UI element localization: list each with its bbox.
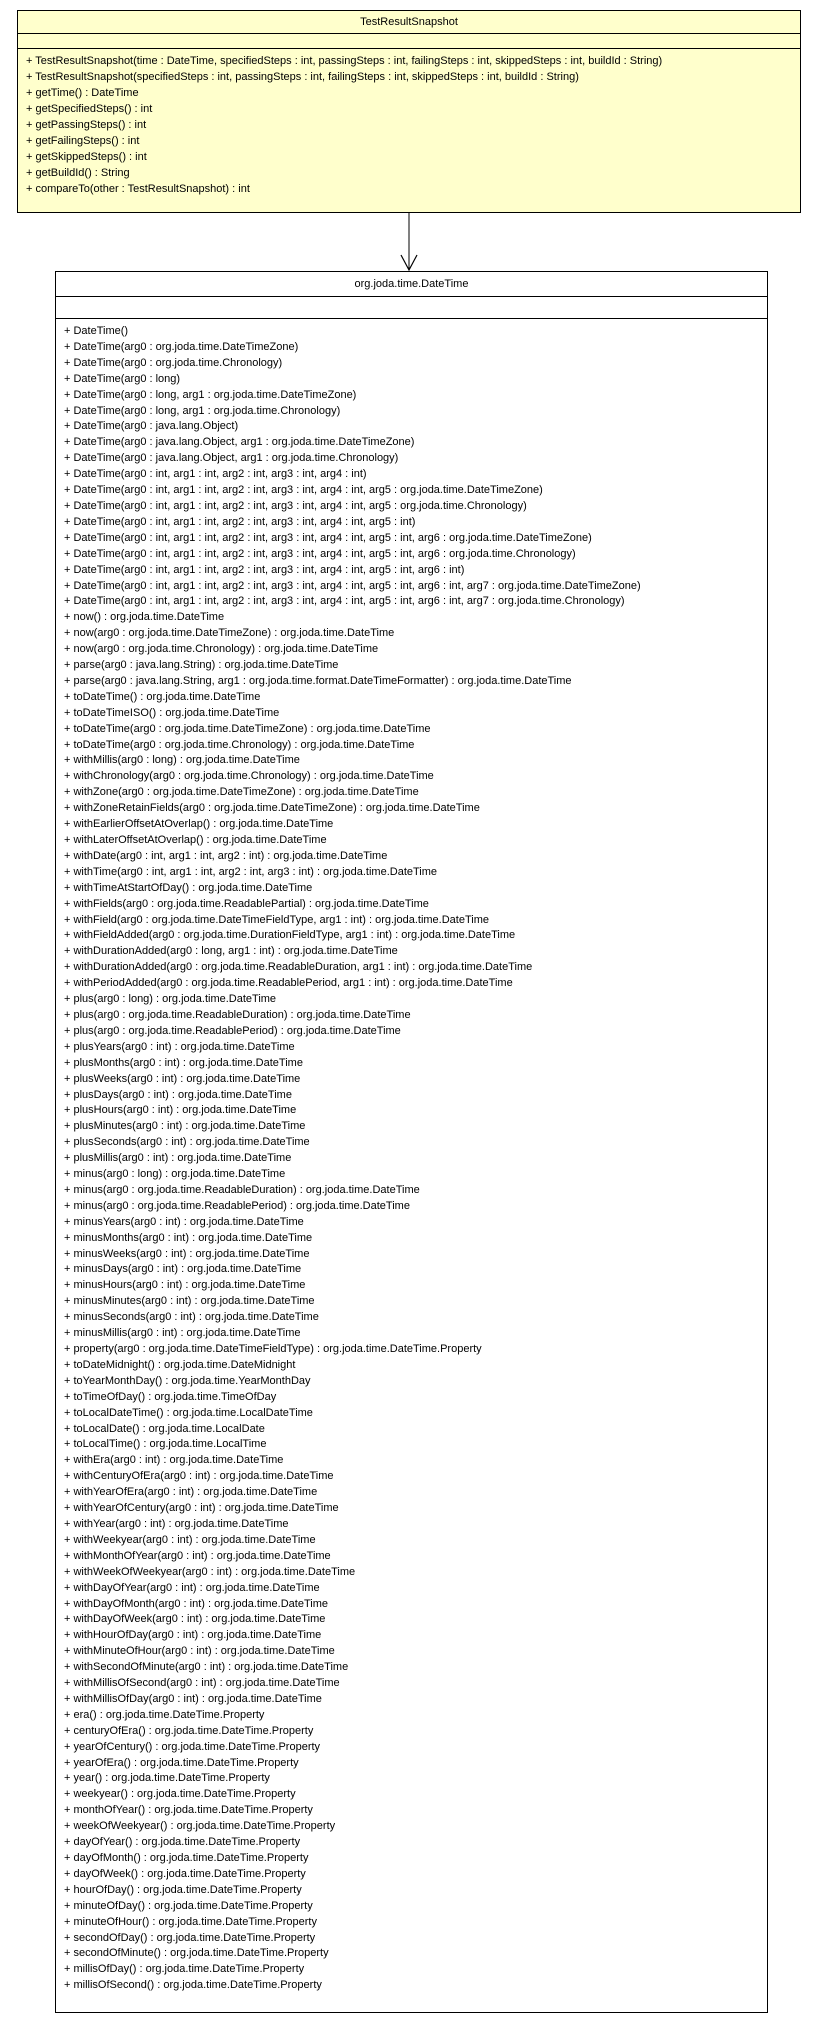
operation: + minusHours(arg0 : int) : org.joda.time.DateTime <box>64 1279 306 1292</box>
operation: + withYearOfCentury(arg0 : int) : org.joda.time.DateTime <box>64 1502 339 1515</box>
operation: + toLocalTime() : org.joda.time.LocalTime <box>64 1438 267 1451</box>
operation: + DateTime(arg0 : java.lang.Object, arg1 : org.joda.time.DateTimeZone) <box>64 436 415 449</box>
operation: + parse(arg0 : java.lang.String) : org.joda.time.DateTime <box>64 659 339 672</box>
operation: + plusWeeks(arg0 : int) : org.joda.time.DateTime <box>64 1072 301 1085</box>
attributes-compartment <box>18 34 800 49</box>
operation: + plusHours(arg0 : int) : org.joda.time.DateTime <box>64 1104 297 1117</box>
operation: + withFieldAdded(arg0 : org.joda.time.DurationFieldType, arg1 : int) : org.joda.time.DateTime <box>64 929 516 942</box>
operation: + plusSeconds(arg0 : int) : org.joda.time.DateTime <box>64 1136 310 1149</box>
operation: + plusMonths(arg0 : int) : org.joda.time.DateTime <box>64 1056 303 1069</box>
operation: + DateTime(arg0 : int, arg1 : int, arg2 : int, arg3 : int, arg4 : int, arg5 : org.joda.time.Chronology) <box>64 499 527 512</box>
class-name: org.joda.time.DateTime <box>56 272 767 297</box>
operation: + minusMillis(arg0 : int) : org.joda.time.DateTime <box>64 1327 301 1340</box>
operation: + parse(arg0 : java.lang.String, arg1 : org.joda.time.format.DateTimeFormatter) : org.joda.time.DateTime <box>64 674 572 687</box>
operation: + DateTime(arg0 : org.joda.time.Chronology) <box>64 356 283 369</box>
operation: + withCenturyOfEra(arg0 : int) : org.joda.time.DateTime <box>64 1470 334 1483</box>
operation: + toDateTimeISO() : org.joda.time.DateTime <box>64 706 280 719</box>
operation: + minus(arg0 : org.joda.time.ReadablePeriod) : org.joda.time.DateTime <box>64 1199 410 1212</box>
class-testresultsnapshot[interactable] <box>17 10 801 213</box>
operation: + toLocalDateTime() : org.joda.time.LocalDateTime <box>64 1406 313 1419</box>
operation: + withMinuteOfHour(arg0 : int) : org.joda.time.DateTime <box>64 1645 335 1658</box>
operation: + getFailingSteps() : int <box>26 135 140 147</box>
operation: + withWeekyear(arg0 : int) : org.joda.time.DateTime <box>64 1533 316 1546</box>
operation: + plusMinutes(arg0 : int) : org.joda.time.DateTime <box>64 1120 306 1133</box>
operation: + DateTime(arg0 : java.lang.Object, arg1 : org.joda.time.Chronology) <box>64 452 399 465</box>
operation: + toDateTime() : org.joda.time.DateTime <box>64 690 261 703</box>
operation: + getPassingSteps() : int <box>26 119 147 131</box>
operation: + DateTime(arg0 : int, arg1 : int, arg2 : int, arg3 : int, arg4 : int, arg5 : org.joda.time.DateTimeZone) <box>64 484 543 497</box>
operation: + minusWeeks(arg0 : int) : org.joda.time.DateTime <box>64 1247 310 1260</box>
operation: + DateTime(arg0 : int, arg1 : int, arg2 : int, arg3 : int, arg4 : int, arg5 : int, arg6 : int) <box>64 563 465 576</box>
operation: + withMillisOfDay(arg0 : int) : org.joda.time.DateTime <box>64 1692 322 1705</box>
operation: + DateTime(arg0 : long, arg1 : org.joda.time.DateTimeZone) <box>64 388 357 401</box>
operation: + minusDays(arg0 : int) : org.joda.time.DateTime <box>64 1263 302 1276</box>
operation: + withDayOfYear(arg0 : int) : org.joda.time.DateTime <box>64 1581 320 1594</box>
operation: + yearOfCentury() : org.joda.time.DateTime.Property <box>64 1740 321 1753</box>
operations-compartment <box>56 319 767 1994</box>
operation: + withYearOfEra(arg0 : int) : org.joda.time.DateTime <box>64 1486 318 1499</box>
operation: + withChronology(arg0 : org.joda.time.Chronology) : org.joda.time.DateTime <box>64 770 434 783</box>
operation: + TestResultSnapshot(specifiedSteps : int, passingSteps : int, failingSteps : int, skippedSteps : int, buildId : String) <box>26 71 579 83</box>
operation: + getSkippedSteps() : int <box>26 151 147 163</box>
operation: + now(arg0 : org.joda.time.DateTimeZone) : org.joda.time.DateTime <box>64 627 395 640</box>
operation: + minuteOfHour() : org.joda.time.DateTime.Property <box>64 1915 317 1928</box>
operation: + withPeriodAdded(arg0 : org.joda.time.ReadablePeriod, arg1 : int) : org.joda.time.DateTime <box>64 977 513 990</box>
operation: + withFields(arg0 : org.joda.time.ReadablePartial) : org.joda.time.DateTime <box>64 897 429 910</box>
operation: + toTimeOfDay() : org.joda.time.TimeOfDay <box>64 1390 277 1403</box>
operation: + DateTime(arg0 : java.lang.Object) <box>64 420 239 433</box>
operation: + now(arg0 : org.joda.time.Chronology) : org.joda.time.DateTime <box>64 643 379 656</box>
operation: + TestResultSnapshot(time : DateTime, specifiedSteps : int, passingSteps : int, failingSteps : int, skippedSteps : int, buildId : String) <box>26 55 663 67</box>
operation: + property(arg0 : org.joda.time.DateTimeFieldType) : org.joda.time.DateTime.Property <box>64 1343 482 1355</box>
operation: + minusYears(arg0 : int) : org.joda.time.DateTime <box>64 1215 304 1228</box>
operation: + DateTime(arg0 : long, arg1 : org.joda.time.Chronology) <box>64 404 341 417</box>
operation: + withDate(arg0 : int, arg1 : int, arg2 : int) : org.joda.time.DateTime <box>64 849 388 862</box>
operation: + dayOfWeek() : org.joda.time.DateTime.Property <box>64 1867 306 1880</box>
operation: + withEra(arg0 : int) : org.joda.time.DateTime <box>64 1454 284 1467</box>
operation: + getTime() : DateTime <box>26 87 139 99</box>
attributes-compartment <box>56 297 767 319</box>
operation: + hourOfDay() : org.joda.time.DateTime.Property <box>64 1883 302 1896</box>
operation: + DateTime(arg0 : int, arg1 : int, arg2 : int, arg3 : int, arg4 : int, arg5 : int, arg6 : org.joda.time.DateTimeZone) <box>64 531 592 544</box>
operation: + withEarlierOffsetAtOverlap() : org.joda.time.DateTime <box>64 818 334 831</box>
operation: + dayOfMonth() : org.joda.time.DateTime.Property <box>64 1852 309 1864</box>
operation: + plus(arg0 : org.joda.time.ReadablePeriod) : org.joda.time.DateTime <box>64 1024 401 1037</box>
operation: + plusDays(arg0 : int) : org.joda.time.DateTime <box>64 1088 292 1101</box>
operation: + withHourOfDay(arg0 : int) : org.joda.time.DateTime <box>64 1629 322 1642</box>
operation: + withDayOfMonth(arg0 : int) : org.joda.time.DateTime <box>64 1597 328 1610</box>
operation: + plusMillis(arg0 : int) : org.joda.time.DateTime <box>64 1152 292 1165</box>
operation: + DateTime() <box>64 325 129 337</box>
operation: + minuteOfDay() : org.joda.time.DateTime.Property <box>64 1899 313 1912</box>
operation: + plusYears(arg0 : int) : org.joda.time.DateTime <box>64 1040 295 1053</box>
operation: + secondOfDay() : org.joda.time.DateTime.Property <box>64 1931 316 1944</box>
operation: + now() : org.joda.time.DateTime <box>64 611 225 624</box>
operation: + DateTime(arg0 : int, arg1 : int, arg2 : int, arg3 : int, arg4 : int) <box>64 468 367 481</box>
operation: + centuryOfEra() : org.joda.time.DateTime.Property <box>64 1724 314 1737</box>
operation: + minusMinutes(arg0 : int) : org.joda.time.DateTime <box>64 1295 315 1308</box>
operation: + withMillis(arg0 : long) : org.joda.time.DateTime <box>64 754 300 767</box>
operation: + withMillisOfSecond(arg0 : int) : org.joda.time.DateTime <box>64 1677 340 1690</box>
operation: + withDayOfWeek(arg0 : int) : org.joda.time.DateTime <box>64 1613 326 1626</box>
operation: + withSecondOfMinute(arg0 : int) : org.joda.time.DateTime <box>64 1661 349 1674</box>
operation: + toDateTime(arg0 : org.joda.time.DateTimeZone) : org.joda.time.DateTime <box>64 722 431 735</box>
operation: + toDateTime(arg0 : org.joda.time.Chronology) : org.joda.time.DateTime <box>64 738 415 751</box>
operation: + monthOfYear() : org.joda.time.DateTime.Property <box>64 1804 313 1817</box>
operation: + dayOfYear() : org.joda.time.DateTime.Property <box>64 1836 301 1849</box>
operation: + toDateMidnight() : org.joda.time.DateMidnight <box>64 1358 296 1371</box>
class-name: TestResultSnapshot <box>18 11 800 34</box>
operation: + withTime(arg0 : int, arg1 : int, arg2 : int, arg3 : int) : org.joda.time.DateTime <box>64 865 438 878</box>
operation: + minus(arg0 : long) : org.joda.time.DateTime <box>64 1168 286 1181</box>
operation: + withDurationAdded(arg0 : long, arg1 : int) : org.joda.time.DateTime <box>64 945 398 958</box>
operation: + withDurationAdded(arg0 : org.joda.time.ReadableDuration, arg1 : int) : org.joda.time.DateTime <box>64 961 533 974</box>
operation: + plus(arg0 : org.joda.time.ReadableDuration) : org.joda.time.DateTime <box>64 1008 411 1021</box>
operation: + DateTime(arg0 : org.joda.time.DateTimeZone) <box>64 340 299 353</box>
operation: + yearOfEra() : org.joda.time.DateTime.Property <box>64 1756 299 1769</box>
operation: + withZoneRetainFields(arg0 : org.joda.time.DateTimeZone) : org.joda.time.DateTime <box>64 802 480 815</box>
operation: + toYearMonthDay() : org.joda.time.YearMonthDay <box>64 1374 311 1387</box>
operation: + withMonthOfYear(arg0 : int) : org.joda.time.DateTime <box>64 1549 331 1562</box>
operation: + weekOfWeekyear() : org.joda.time.DateTime.Property <box>64 1820 336 1833</box>
operation: + year() : org.joda.time.DateTime.Property <box>64 1772 270 1785</box>
operation: + withWeekOfWeekyear(arg0 : int) : org.joda.time.DateTime <box>64 1565 356 1578</box>
class-datetime[interactable] <box>55 271 768 2013</box>
operation: + millisOfDay() : org.joda.time.DateTime.Property <box>64 1963 305 1976</box>
operation: + compareTo(other : TestResultSnapshot) : int <box>26 183 250 195</box>
operation: + DateTime(arg0 : long) <box>64 372 181 385</box>
operation: + secondOfMinute() : org.joda.time.DateTime.Property <box>64 1947 329 1960</box>
operation: + millisOfSecond() : org.joda.time.DateTime.Property <box>64 1979 322 1992</box>
operation: + DateTime(arg0 : int, arg1 : int, arg2 : int, arg3 : int, arg4 : int, arg5 : int) <box>64 515 416 528</box>
operation: + getBuildId() : String <box>26 167 130 179</box>
operation: + withTimeAtStartOfDay() : org.joda.time.DateTime <box>64 881 313 894</box>
operation: + withLaterOffsetAtOverlap() : org.joda.time.DateTime <box>64 834 327 846</box>
operation: + withField(arg0 : org.joda.time.DateTimeFieldType, arg1 : int) : org.joda.time.DateTime <box>64 913 489 926</box>
operation: + withYear(arg0 : int) : org.joda.time.DateTime <box>64 1517 289 1530</box>
operation: + plus(arg0 : long) : org.joda.time.DateTime <box>64 993 277 1006</box>
operation: + DateTime(arg0 : int, arg1 : int, arg2 : int, arg3 : int, arg4 : int, arg5 : int, arg6 : int, arg7 : org.joda.time.DateTimeZone) <box>64 579 641 592</box>
operation: + weekyear() : org.joda.time.DateTime.Property <box>64 1788 296 1801</box>
operation: + toLocalDate() : org.joda.time.LocalDate <box>64 1422 265 1435</box>
operation: + minusMonths(arg0 : int) : org.joda.time.DateTime <box>64 1231 313 1244</box>
operation: + DateTime(arg0 : int, arg1 : int, arg2 : int, arg3 : int, arg4 : int, arg5 : int, arg6 : org.joda.time.Chronology) <box>64 547 576 560</box>
operation: + minusSeconds(arg0 : int) : org.joda.time.DateTime <box>64 1311 319 1324</box>
operations-compartment <box>18 49 800 197</box>
operation: + getSpecifiedSteps() : int <box>26 103 153 115</box>
operation: + era() : org.joda.time.DateTime.Property <box>64 1708 265 1721</box>
operation: + DateTime(arg0 : int, arg1 : int, arg2 : int, arg3 : int, arg4 : int, arg5 : int, arg6 : int, arg7 : org.joda.time.Chronology) <box>64 595 625 608</box>
operation: + minus(arg0 : org.joda.time.ReadableDuration) : org.joda.time.DateTime <box>64 1183 420 1196</box>
operation: + withZone(arg0 : org.joda.time.DateTimeZone) : org.joda.time.DateTime <box>64 786 419 799</box>
